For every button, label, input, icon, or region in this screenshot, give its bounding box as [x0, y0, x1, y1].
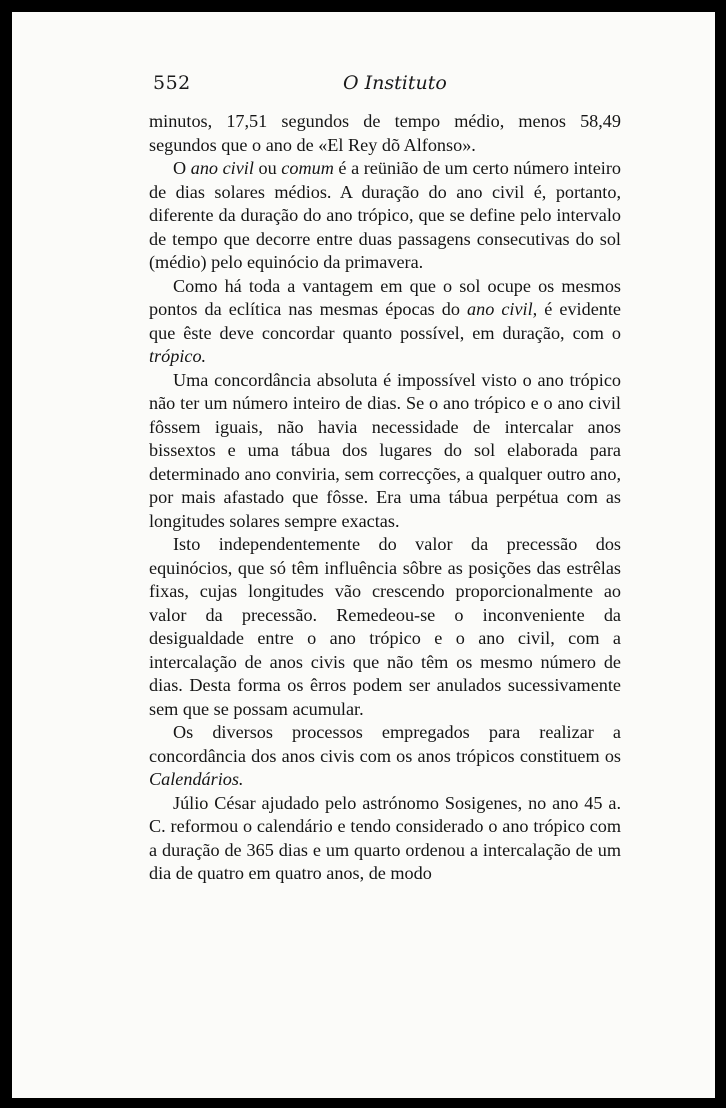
italic-term-ano-civil: ano civil: [190, 158, 254, 178]
text-run: é a reünião de um certo número inteiro de dias solares médios. A duração do ano civil é, portanto, diferente da duração do ano trópico, que se define pelo intervalo de tempo que decorre entre duas passagens consecutivas do sol (médio) pelo equinócio da primavera.: [149, 158, 622, 272]
paragraph-2: [149, 157, 621, 275]
paragraph-3: [149, 275, 621, 369]
text-run: é evidente que êste deve concordar quanto possível, em duração, com o: [149, 299, 621, 343]
italic-term-calendarios: Calendários.: [149, 769, 244, 789]
running-title: O Instituto: [343, 72, 447, 94]
page-header: [143, 68, 623, 98]
italic-term-comum: comum: [281, 158, 334, 178]
book-page: [12, 12, 715, 1098]
paragraph-6: [149, 721, 621, 792]
body-text: [149, 110, 621, 886]
paragraph-4: Uma concordância absoluta é impossível visto o ano trópico não ter um número inteiro de dias. Se o ano trópico e o ano civil fôssem iguais, não havia necessidade de intercalar anos bissextos e uma tábua dos lugares do sol elaborada para determinado ano conviria, sem correcções, a qualquer outro ano, por mais afastado que fôsse. Era uma tábua perpétua com as longitudes solares sempre exactas.: [149, 369, 621, 531]
text-run: O: [173, 158, 191, 178]
page-number: 552: [153, 72, 191, 94]
text-run: Os diversos processos empregados para realizar a concordância dos anos civis com os anos trópicos constituem os: [149, 722, 621, 766]
paragraph-7: Júlio César ajudado pelo astrónomo Sosigenes, no ano 45 a. C. reformou o calendário e tendo considerado o ano trópico com a duração de 365 dias e um quarto ordenou a intercalação de um dia de quatro em quatro anos, de modo: [149, 792, 621, 883]
text-run: Como há toda a vantagem em que o sol ocupe os mesmos pontos da eclítica nas mesmas épocas do: [149, 275, 621, 319]
paragraph-1: minutos, 17,51 segundos de tempo médio, menos 58,49 segundos que o ano de «El Rey dõ Alfonso».: [149, 111, 621, 155]
text-run: ou: [253, 158, 282, 178]
italic-term-ano-civil: ano civil,: [467, 299, 538, 319]
italic-term-tropico: trópico.: [149, 346, 207, 366]
paragraph-5: Isto independentemente do valor da precessão dos equinócios, que só têm influência sôbre as posições das estrêlas fixas, cujas longitudes vão crescendo proporcionalmente ao valor da precessão. Remedeou-se o inconveniente da desigualdade entre o ano trópico e o ano civil, com a intercalação de anos civis que não têm os mesmo número de dias. Desta forma os êrros podem ser anulados sucessivamente sem que se possam acumular.: [149, 534, 621, 719]
